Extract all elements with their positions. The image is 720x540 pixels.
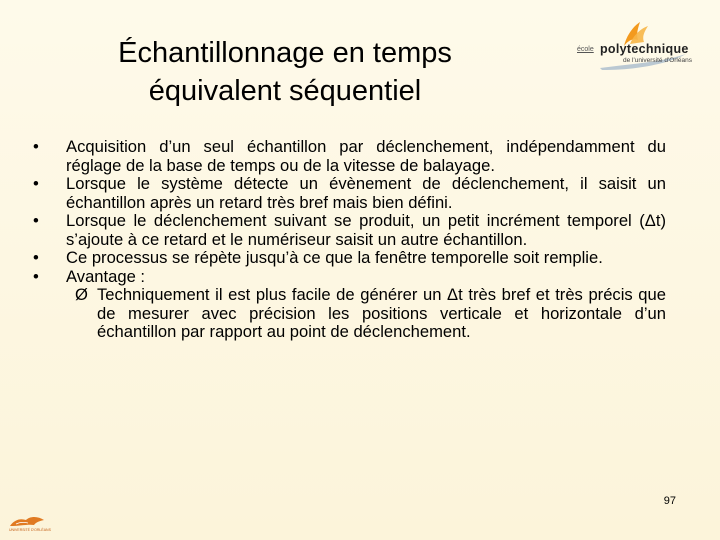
slide-title [100, 34, 470, 110]
bullet-item [33, 212, 666, 249]
bullet-item [33, 138, 666, 175]
bullet-text: Acquisition d’un seul échantillon par déclenchement, indépendamment du réglage de la base de temps ou de la vitesse de balayage. [66, 137, 666, 175]
bullet-item [33, 175, 666, 212]
logo-name-text: polytechnique [600, 42, 689, 56]
bullet-marker: • [33, 174, 39, 193]
bullet-marker: • [33, 266, 39, 286]
sub-bullet-text: Techniquement il est plus facile de générer un Δt très bref et très précis que de mesurer avec précision les positions verticale et horizontale d’un échantillon par rapport au point de déclenchement. [97, 285, 666, 341]
bullet-marker: • [33, 248, 39, 267]
slide-content [33, 138, 666, 342]
bullet-text: Avantage : [66, 266, 146, 286]
sub-bullet-item [33, 286, 666, 342]
polytechnique-logo [572, 20, 692, 90]
slide-title-line-2: équivalent séquentiel [148, 75, 422, 107]
page-number: 97 [663, 495, 676, 507]
bullet-marker: • [33, 211, 39, 230]
bullet-text: Lorsque le système détecte un évènement de déclenchement, il saisit un échantillon après un retard très bref mais bien défini. [66, 174, 666, 212]
bullet-item [33, 249, 666, 268]
footer-caption: UNIVERSITÉ D'ORLÉANS [9, 528, 51, 532]
sub-bullet-marker: Ø [75, 285, 88, 304]
bullet-text: Lorsque le déclenchement suivant se produit, un petit incrément temporel (Δt) s’ajoute à ce retard et le numériseur saisit un autre échantillon. [66, 211, 666, 249]
bullet-item [33, 268, 666, 287]
slide-title-line-1: Échantillonnage en temps [118, 37, 452, 69]
bullet-text: Ce processus se répète jusqu’à ce que la fenêtre temporelle soit remplie. [66, 248, 603, 267]
logo-ecole-text: école [577, 46, 594, 53]
bullet-marker: • [33, 137, 39, 156]
logo-subtitle-text: de l'université d'Orléans [623, 57, 692, 64]
